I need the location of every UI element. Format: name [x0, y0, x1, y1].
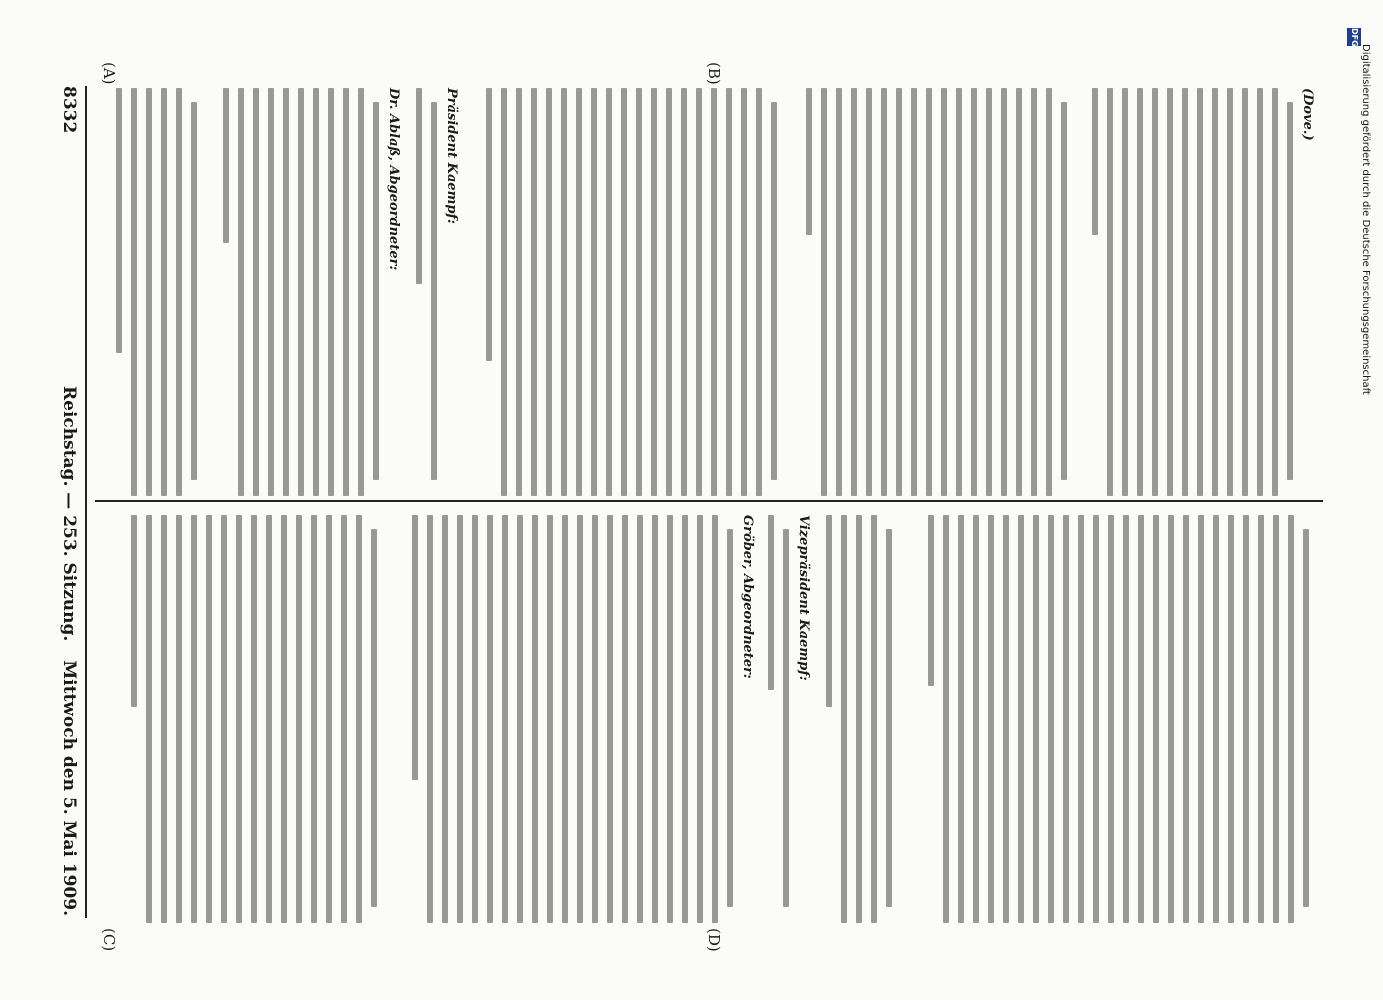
text-line — [176, 88, 182, 496]
header-date: Mittwoch den 5. Mai 1909. — [59, 660, 79, 916]
paragraph — [821, 515, 896, 923]
speaker-cue-president: Präsident Kaempf: — [444, 88, 459, 224]
text-line — [1273, 515, 1279, 923]
right-column — [91, 515, 1321, 923]
text-line — [442, 515, 448, 923]
text-line — [621, 88, 627, 496]
text-line — [253, 88, 259, 496]
text-line — [116, 88, 122, 353]
text-line — [1003, 515, 1009, 923]
margin-marker-c: (C) — [100, 928, 118, 952]
paragraph — [111, 88, 201, 496]
text-line — [296, 515, 302, 923]
text-line — [988, 515, 994, 923]
text-line — [606, 88, 612, 496]
text-line — [161, 515, 167, 923]
text-line — [131, 88, 137, 496]
text-line — [622, 515, 628, 923]
text-line — [841, 515, 847, 923]
text-line — [1033, 515, 1039, 923]
text-line — [561, 88, 567, 496]
header-title: Reichstag. — 253. Sitzung. — [59, 386, 79, 642]
paragraph — [407, 515, 737, 923]
text-line — [1108, 515, 1114, 923]
text-line — [501, 88, 507, 496]
text-line — [726, 88, 732, 496]
text-line — [266, 515, 272, 923]
text-line — [806, 88, 812, 235]
text-line — [1272, 88, 1278, 496]
text-line — [1061, 102, 1067, 480]
text-line — [1212, 88, 1218, 496]
text-line — [176, 515, 182, 923]
text-line — [416, 88, 422, 284]
text-line — [161, 88, 167, 496]
text-line — [502, 515, 508, 923]
text-line — [1288, 515, 1294, 923]
text-line — [191, 515, 197, 923]
text-line — [577, 515, 583, 923]
text-line — [783, 529, 789, 907]
text-line — [1046, 88, 1052, 496]
speaker-cue-vice-president: Vizepräsident Kaempf: — [796, 515, 811, 681]
text-line — [741, 88, 747, 496]
text-line — [666, 88, 672, 496]
paragraph — [126, 515, 381, 923]
text-line — [562, 515, 568, 923]
speaker-cue-groeber: Gröber, Abgeordneter: — [740, 515, 755, 679]
text-line — [371, 529, 377, 907]
text-line — [1107, 88, 1113, 496]
text-line — [328, 88, 334, 496]
text-line — [712, 515, 718, 923]
funding-note — [1350, 22, 1371, 982]
text-line — [756, 88, 762, 496]
text-line — [637, 515, 643, 923]
text-line — [928, 515, 934, 686]
text-line — [238, 88, 244, 496]
text-line — [1257, 88, 1263, 496]
text-line — [547, 515, 553, 923]
text-line — [343, 88, 349, 496]
text-line — [1093, 515, 1099, 923]
text-line — [412, 515, 418, 780]
paragraph — [218, 88, 383, 496]
text-line — [943, 515, 949, 923]
text-line — [356, 515, 362, 923]
margin-marker-d: (D) — [705, 928, 723, 952]
text-line — [1182, 88, 1188, 496]
text-line — [1016, 88, 1022, 496]
text-line — [636, 88, 642, 496]
text-line — [1197, 88, 1203, 496]
text-line — [576, 88, 582, 496]
text-line — [298, 88, 304, 496]
text-line — [592, 515, 598, 923]
text-line — [326, 515, 332, 923]
text-line — [1213, 515, 1219, 923]
text-line — [1303, 529, 1309, 907]
text-line — [191, 102, 197, 480]
text-line — [651, 88, 657, 496]
text-line — [358, 88, 364, 496]
text-line — [881, 88, 887, 496]
text-line — [1242, 88, 1248, 496]
text-line — [711, 88, 717, 496]
text-line — [1168, 515, 1174, 923]
text-line — [911, 88, 917, 496]
text-line — [836, 88, 842, 496]
text-line — [1243, 515, 1249, 923]
paragraph — [411, 88, 441, 496]
text-line — [986, 88, 992, 496]
text-line — [697, 515, 703, 923]
text-line — [941, 88, 947, 496]
text-line — [206, 515, 212, 923]
text-line — [427, 515, 433, 923]
page-number: 8332 — [59, 86, 79, 134]
text-line — [546, 88, 552, 496]
text-line — [517, 515, 523, 923]
text-line — [956, 88, 962, 496]
text-line — [1001, 88, 1007, 496]
paragraph — [763, 515, 793, 923]
funding-note-text: Digitalisierung gefördert durch die Deutsche Forschungsgemeinschaft — [1360, 44, 1371, 395]
text-line — [607, 515, 613, 923]
text-line — [1123, 515, 1129, 923]
text-line — [341, 515, 347, 923]
text-line — [856, 515, 862, 923]
text-line — [431, 102, 437, 480]
text-line — [851, 88, 857, 496]
dfg-logo: DFG — [1347, 28, 1361, 46]
text-line — [1138, 515, 1144, 923]
text-line — [866, 88, 872, 496]
text-line — [373, 102, 379, 480]
text-line — [457, 515, 463, 923]
text-line — [1018, 515, 1024, 923]
text-line — [1122, 88, 1128, 496]
text-line — [1063, 515, 1069, 923]
text-line — [958, 515, 964, 923]
paragraph — [801, 88, 1071, 496]
left-column — [91, 88, 1321, 496]
text-line — [768, 515, 774, 690]
text-line — [926, 88, 932, 496]
text-line — [886, 529, 892, 907]
text-line — [487, 515, 493, 923]
text-line — [682, 515, 688, 923]
text-line — [283, 88, 289, 496]
text-line — [896, 88, 902, 496]
text-line — [146, 88, 152, 496]
text-line — [131, 515, 137, 707]
text-line — [727, 529, 733, 907]
text-line — [1153, 515, 1159, 923]
text-line — [1228, 515, 1234, 923]
text-line — [1092, 88, 1098, 235]
paragraph — [923, 515, 1313, 923]
paragraph — [1087, 88, 1297, 496]
text-line — [1048, 515, 1054, 923]
text-line — [1198, 515, 1204, 923]
text-line — [1227, 88, 1233, 496]
text-line — [1152, 88, 1158, 496]
header-rule — [85, 86, 87, 918]
text-line — [313, 88, 319, 496]
text-line — [223, 88, 229, 243]
text-line — [652, 515, 658, 923]
text-line — [681, 88, 687, 496]
text-line — [472, 515, 478, 923]
text-line — [1167, 88, 1173, 496]
text-line — [236, 515, 242, 923]
text-line — [531, 88, 537, 496]
text-line — [973, 515, 979, 923]
column-divider — [95, 500, 1323, 502]
text-line — [268, 88, 274, 496]
text-line — [486, 88, 492, 361]
text-line — [1287, 102, 1293, 480]
text-line — [591, 88, 597, 496]
text-line — [146, 515, 152, 923]
margin-marker-a: (A) — [100, 62, 118, 85]
margin-marker-b: (B) — [705, 62, 723, 85]
text-line — [821, 88, 827, 496]
text-line — [516, 88, 522, 496]
text-line — [251, 515, 257, 923]
text-line — [971, 88, 977, 496]
text-line — [221, 515, 227, 923]
running-header — [53, 86, 83, 916]
text-line — [1031, 88, 1037, 496]
text-line — [281, 515, 287, 923]
text-line — [1258, 515, 1264, 923]
text-line — [311, 515, 317, 923]
text-line — [667, 515, 673, 923]
text-line — [871, 515, 877, 923]
text-line — [1137, 88, 1143, 496]
text-line — [771, 102, 777, 480]
text-line — [696, 88, 702, 496]
text-line — [1183, 515, 1189, 923]
speaker-cue-dove: (Dove.) — [1300, 88, 1315, 141]
speaker-cue-ablass: Dr. Ablaß, Abgeordneter: — [386, 88, 401, 271]
paragraph — [481, 88, 781, 496]
text-line — [532, 515, 538, 923]
text-line — [826, 515, 832, 707]
text-line — [1078, 515, 1084, 923]
